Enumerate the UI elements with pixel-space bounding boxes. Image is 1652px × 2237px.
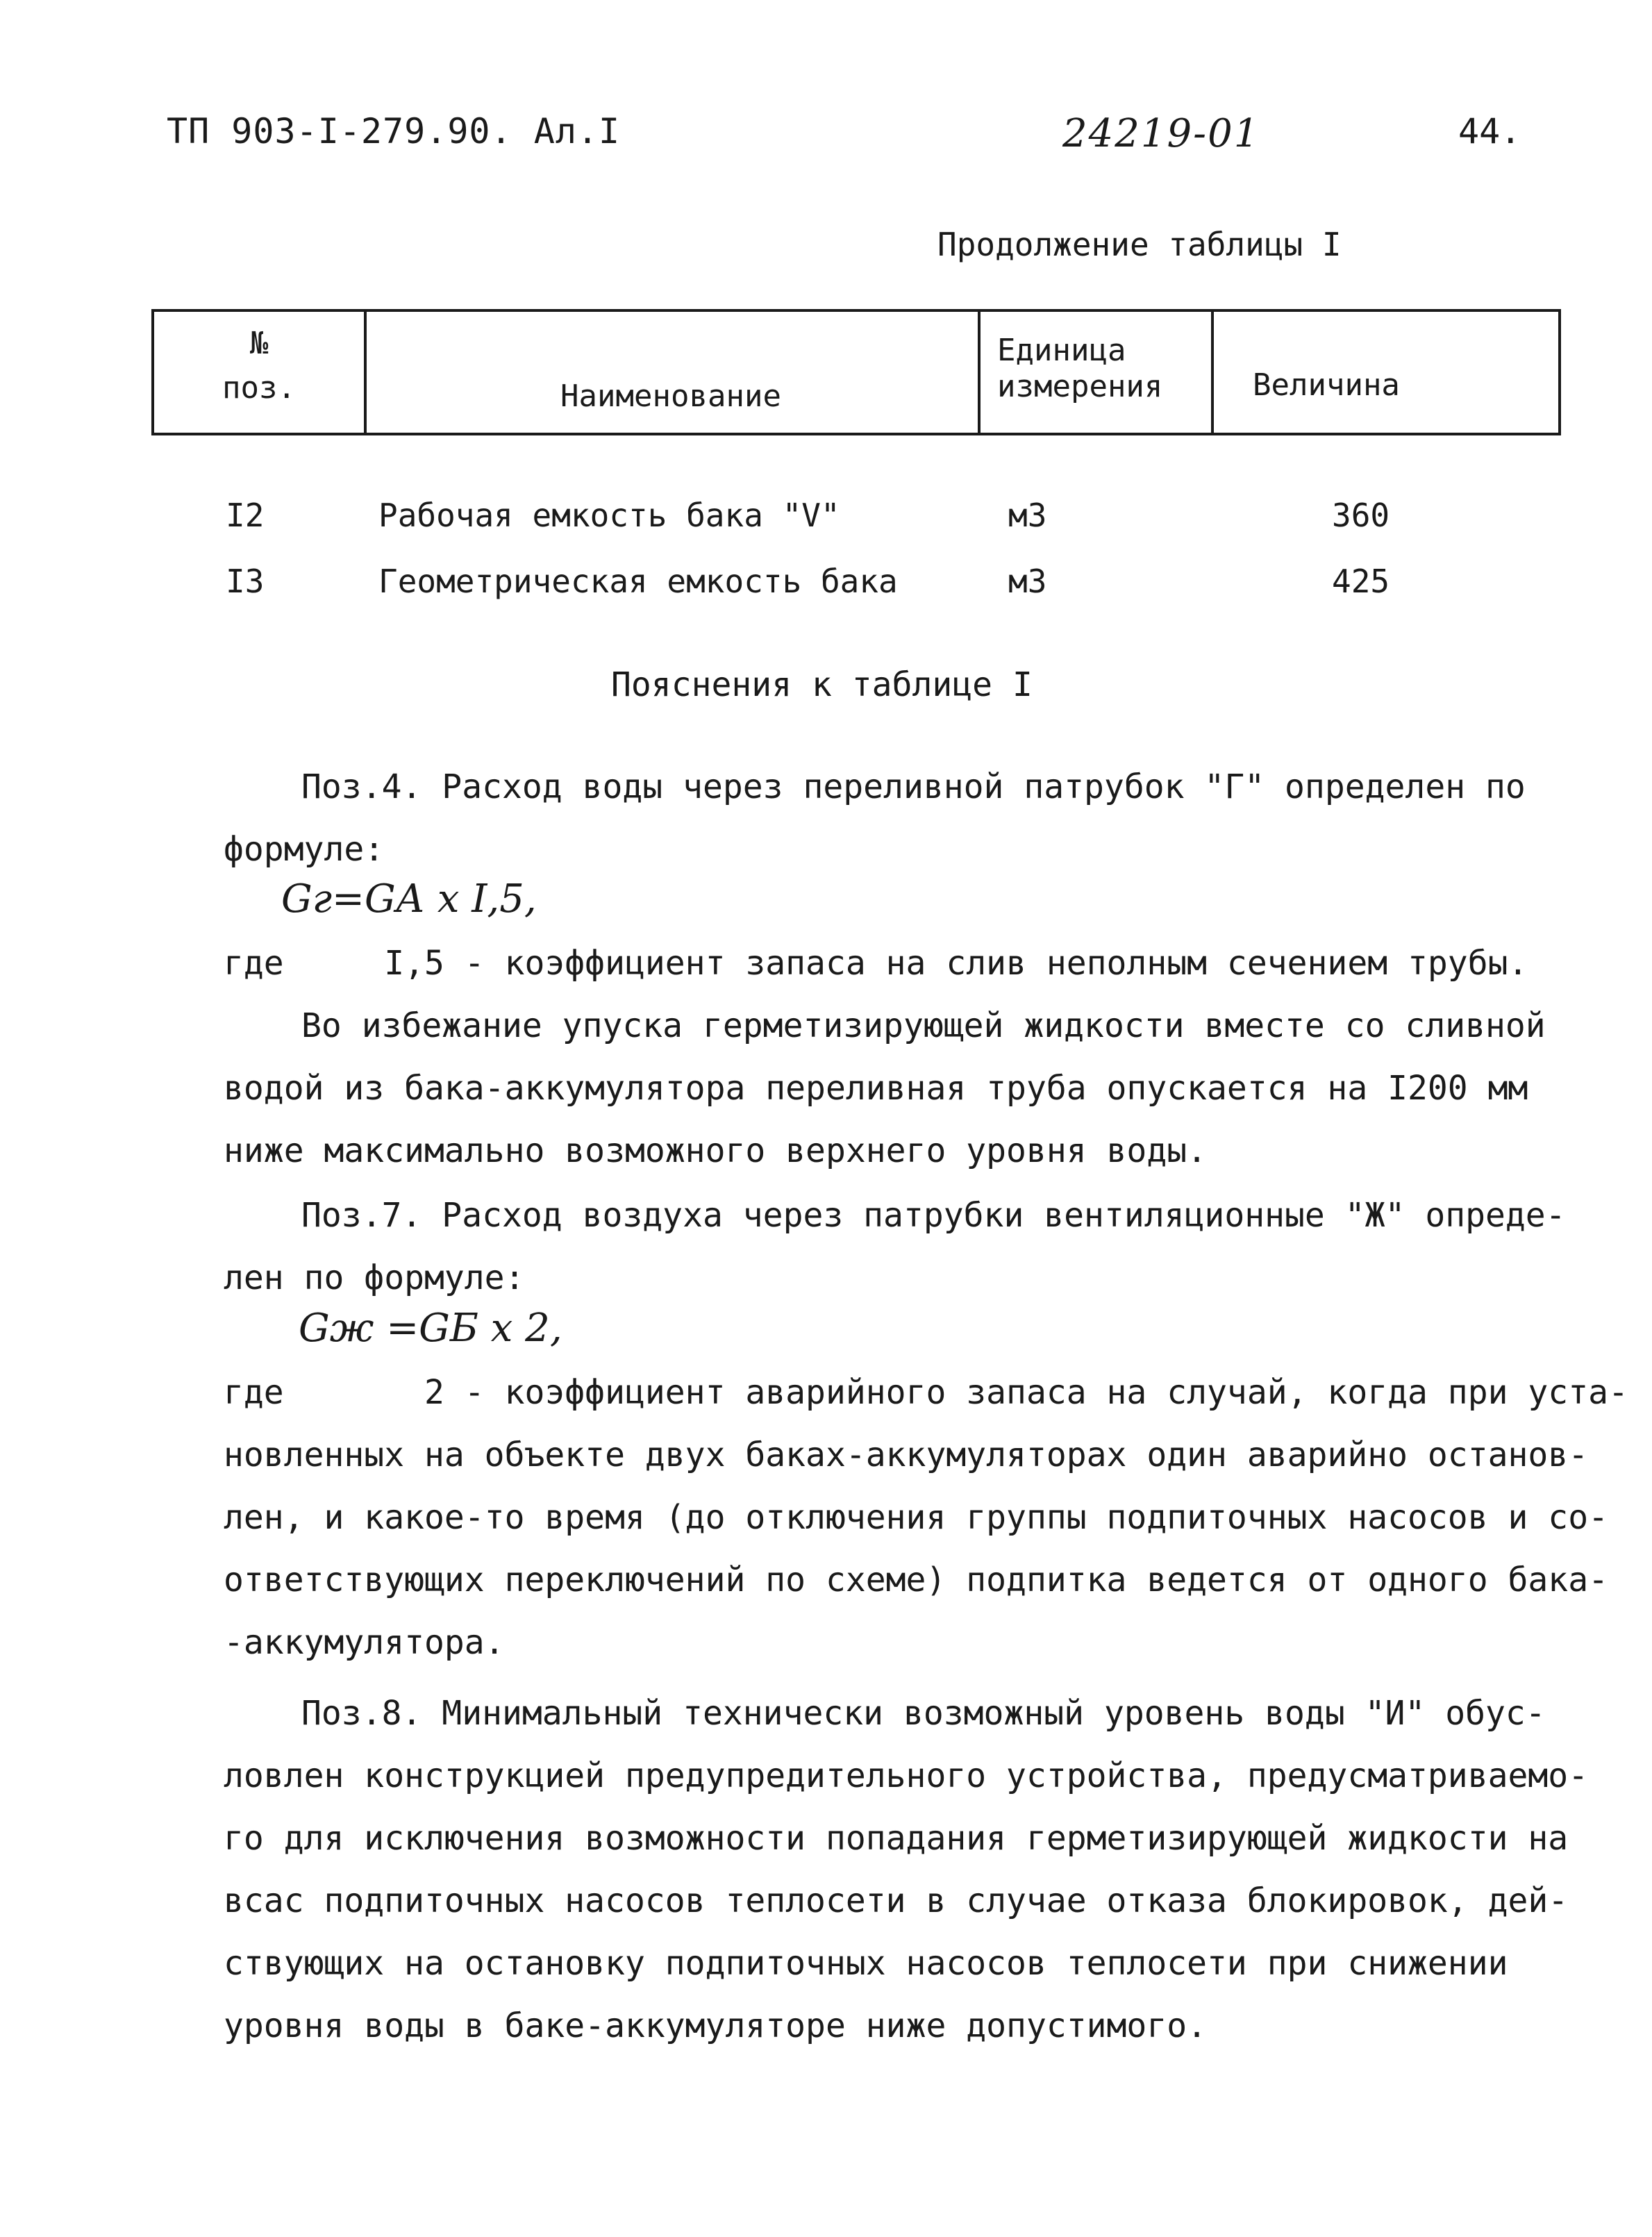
row-value: 360 xyxy=(1332,497,1390,534)
paragraph-pos8 xyxy=(224,1682,1589,2057)
row-value: 425 xyxy=(1332,563,1390,600)
text-line: ствующих на остановку подпиточных насосов теплосети при снижении xyxy=(224,1944,1508,1983)
header-unit-line2: измерения xyxy=(997,369,1163,404)
document-code: ТП 903-I-279.90. Ал.I xyxy=(167,111,621,151)
text-line: лен по формуле: xyxy=(224,1258,525,1297)
handwritten-number: 24219-01 xyxy=(1062,111,1260,156)
table-header xyxy=(151,309,1561,435)
text-line: всас подпиточных насосов теплосети в случае отказа блокировок, дей- xyxy=(224,1881,1569,1920)
formula-gzh: Gж =GБ х 2, xyxy=(299,1306,562,1351)
text-line: уровня воды в баке-аккумуляторе ниже допустимого. xyxy=(224,2006,1208,2045)
row-unit: м3 xyxy=(1008,563,1047,600)
text-line: где 2 - коэффициент аварийного запаса на случай, когда при уста- xyxy=(224,1373,1628,1412)
row-unit: м3 xyxy=(1008,497,1047,534)
paragraph-pos7 xyxy=(224,1184,1564,1309)
header-pos: поз. xyxy=(222,370,296,406)
paragraph-pos7-where xyxy=(224,1361,1628,1674)
formula-gg: Gг=GА х I,5, xyxy=(281,876,537,922)
section-title: Пояснения к таблице I xyxy=(611,665,1033,704)
table-divider xyxy=(364,312,367,433)
paragraph-overflow xyxy=(224,995,1564,1182)
row-pos: I2 xyxy=(226,497,265,534)
text-line: ответствующих переключений по схеме) подпитка ведется от одного бака- xyxy=(224,1561,1608,1599)
text-line: новленных на объекте двух баках-аккумуляторах один аварийно останов- xyxy=(224,1436,1589,1474)
text-line: ниже максимально возможного верхнего уровня воды. xyxy=(224,1131,1208,1170)
text-line: водой из бака-аккумулятора переливная труба опускается на I200 мм xyxy=(224,1069,1528,1108)
text-line: Поз.4. Расход воды через переливной патрубок "Г" определен по xyxy=(301,767,1526,806)
row-pos: I3 xyxy=(226,563,265,600)
text-line: Поз.7. Расход воздуха через патрубки вентиляционные "Ж" опреде- xyxy=(301,1196,1566,1235)
row-name: Геометрическая емкость бака xyxy=(378,563,898,600)
header-value: Величина xyxy=(1253,367,1400,403)
header-pos-sign: № xyxy=(249,326,269,361)
paragraph-pos4 xyxy=(224,756,1564,881)
text-line: Во избежание упуска герметизирующей жидкости вместе со сливной xyxy=(301,1006,1546,1045)
text-line: где I,5 - коэффициент запаса на слив неполным сечением трубы. xyxy=(224,944,1528,983)
text-line: Поз.8. Минимальный технически возможный уровень воды "И" обус- xyxy=(301,1694,1546,1733)
header-unit-line1: Единица xyxy=(997,333,1126,368)
text-line: формуле: xyxy=(224,830,385,869)
paragraph-pos4-where xyxy=(224,932,1564,995)
text-line: го для исключения возможности попадания герметизирующей жидкости на xyxy=(224,1819,1569,1858)
header-name: Наименование xyxy=(560,379,781,414)
table-caption: Продолжение таблицы I xyxy=(937,226,1342,263)
row-name: Рабочая емкость бака "V" xyxy=(378,497,840,534)
page-number: 44. xyxy=(1458,111,1521,151)
text-line: лен, и какое-то время (до отключения группы подпиточных насосов и со- xyxy=(224,1498,1608,1537)
text-line: ловлен конструкцией предупредительного устройства, предусматриваемо- xyxy=(224,1756,1589,1795)
text-line: -аккумулятора. xyxy=(224,1623,505,1662)
